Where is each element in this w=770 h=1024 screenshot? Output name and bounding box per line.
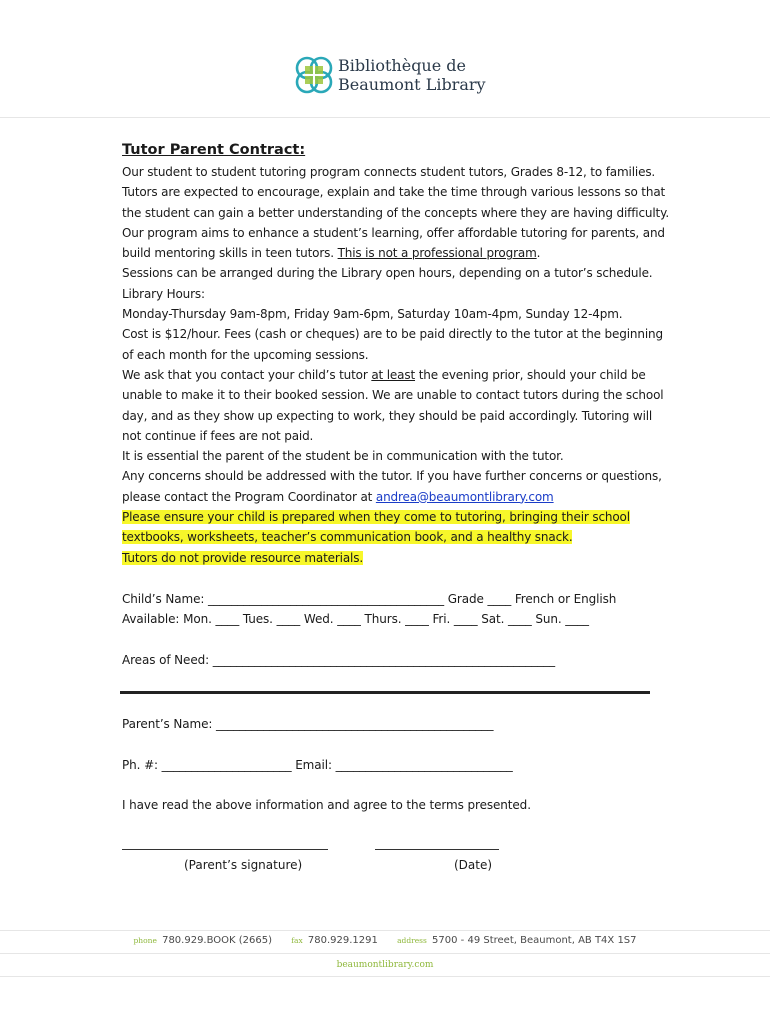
text-line: not continue if fees are not paid.: [122, 428, 314, 443]
text-line: Our program aims to enhance a student’s learning, offer affordable tutoring for parents, and: [122, 225, 665, 240]
contract-body: [122, 140, 670, 568]
library-name-line2: Beaumont Library: [338, 75, 486, 94]
coordinator-email-link[interactable]: andrea@beaumontlibrary.com: [375, 489, 554, 504]
text-line: [122, 487, 652, 507]
text-line: Sessions can be arranged during the Library open hours, depending on a tutor’s schedule.: [122, 266, 653, 281]
text-segment: We ask that you contact your child’s tutor: [122, 367, 372, 382]
not-professional-note: This is not a professional program: [337, 246, 537, 261]
highlight-line: [122, 507, 652, 527]
highlighted-text: Please ensure your child is prepared when they come to tutoring, bringing their school: [122, 510, 630, 525]
date-label: (Date): [454, 858, 493, 872]
text-segment: please contact the Program Coordinator at: [122, 489, 376, 504]
phone-email-field[interactable]: Ph. #: ______________________ Email: ______________________________: [122, 758, 513, 772]
text-line: day, and as they show up expecting to work, they should be paid accordingly. Tutoring will: [122, 408, 653, 423]
footer-divider-mid: [0, 953, 770, 954]
agreement-statement: I have read the above information and agree to the terms presented.: [122, 798, 531, 812]
footer-divider-bottom: [0, 976, 770, 977]
section-divider: [120, 691, 650, 694]
text-line: Our student to student tutoring program connects student tutors, Grades 8-12, to families.: [122, 165, 656, 179]
text-line: unable to make it to their booked session. We are unable to contact tutors during the school: [122, 388, 664, 403]
page-title: Tutor Parent Contract:: [122, 142, 306, 158]
footer-contact: [0, 935, 770, 946]
library-name-line1: Bibliothèque de: [338, 56, 466, 75]
highlight-line: [122, 548, 652, 568]
library-logo-icon: [294, 55, 334, 95]
text-line: of each month for the upcoming sessions.: [122, 347, 369, 362]
signature-label: (Parent’s signature): [184, 858, 303, 872]
text-line: Cost is $12/hour. Fees (cash or cheques) are to be paid directly to the tutor at the beginning: [122, 327, 663, 342]
address-value: 5700 - 49 Street, Beaumont, AB T4X 1S7: [432, 935, 637, 946]
address-label: address: [397, 936, 427, 945]
website-link[interactable]: beaumontlibrary.com: [336, 960, 434, 970]
fax-label: fax: [291, 936, 303, 945]
text-line: [122, 243, 652, 263]
availability-field[interactable]: Available: Mon. ____ Tues. ____ Wed. ____ Thurs. ____ Fri. ____ Sat. ____ Sun. ____: [122, 612, 589, 626]
text-line: [122, 365, 652, 385]
date-line[interactable]: [375, 849, 499, 850]
text-segment: .: [536, 246, 541, 261]
text-segment: build mentoring skills in teen tutors.: [122, 246, 338, 261]
signature-line[interactable]: [122, 849, 328, 850]
header-divider: [0, 117, 770, 118]
text-line: Any concerns should be addressed with the tutor. If you have further concerns or questions,: [122, 469, 662, 484]
fax-value: 780.929.1291: [307, 935, 378, 946]
text-line: Tutors are expected to encourage, explain and take the time through various lessons so that: [122, 185, 666, 200]
text-line: It is essential the parent of the student be in communication with the tutor.: [122, 449, 564, 464]
highlight-line: [122, 527, 652, 547]
phone-value: 780.929.BOOK (2665): [162, 935, 273, 946]
areas-of-need-field[interactable]: Areas of Need: __________________________________________________________: [122, 653, 555, 667]
phone-label: phone: [133, 936, 157, 945]
child-name-field[interactable]: Child’s Name: ________________________________________ Grade ____ French or English: [122, 592, 617, 606]
library-name: [338, 56, 486, 94]
footer-divider-top: [0, 930, 770, 931]
library-hours: Monday-Thursday 9am-8pm, Friday 9am-6pm, Saturday 10am-4pm, Sunday 12-4pm.: [122, 307, 623, 322]
library-hours-heading: Library Hours:: [122, 286, 205, 301]
text-line: the student can gain a better understanding of the concepts where they are having difficulty.: [122, 205, 670, 220]
at-least-emphasis: at least: [371, 367, 416, 382]
page-header: [0, 0, 770, 118]
parent-name-field[interactable]: Parent’s Name: _______________________________________________: [122, 717, 494, 731]
highlighted-text: textbooks, worksheets, teacher’s communication book, and a healthy snack.: [122, 530, 573, 545]
highlighted-text: Tutors do not provide resource materials.: [122, 550, 363, 565]
text-segment: the evening prior, should your child be: [415, 367, 646, 382]
